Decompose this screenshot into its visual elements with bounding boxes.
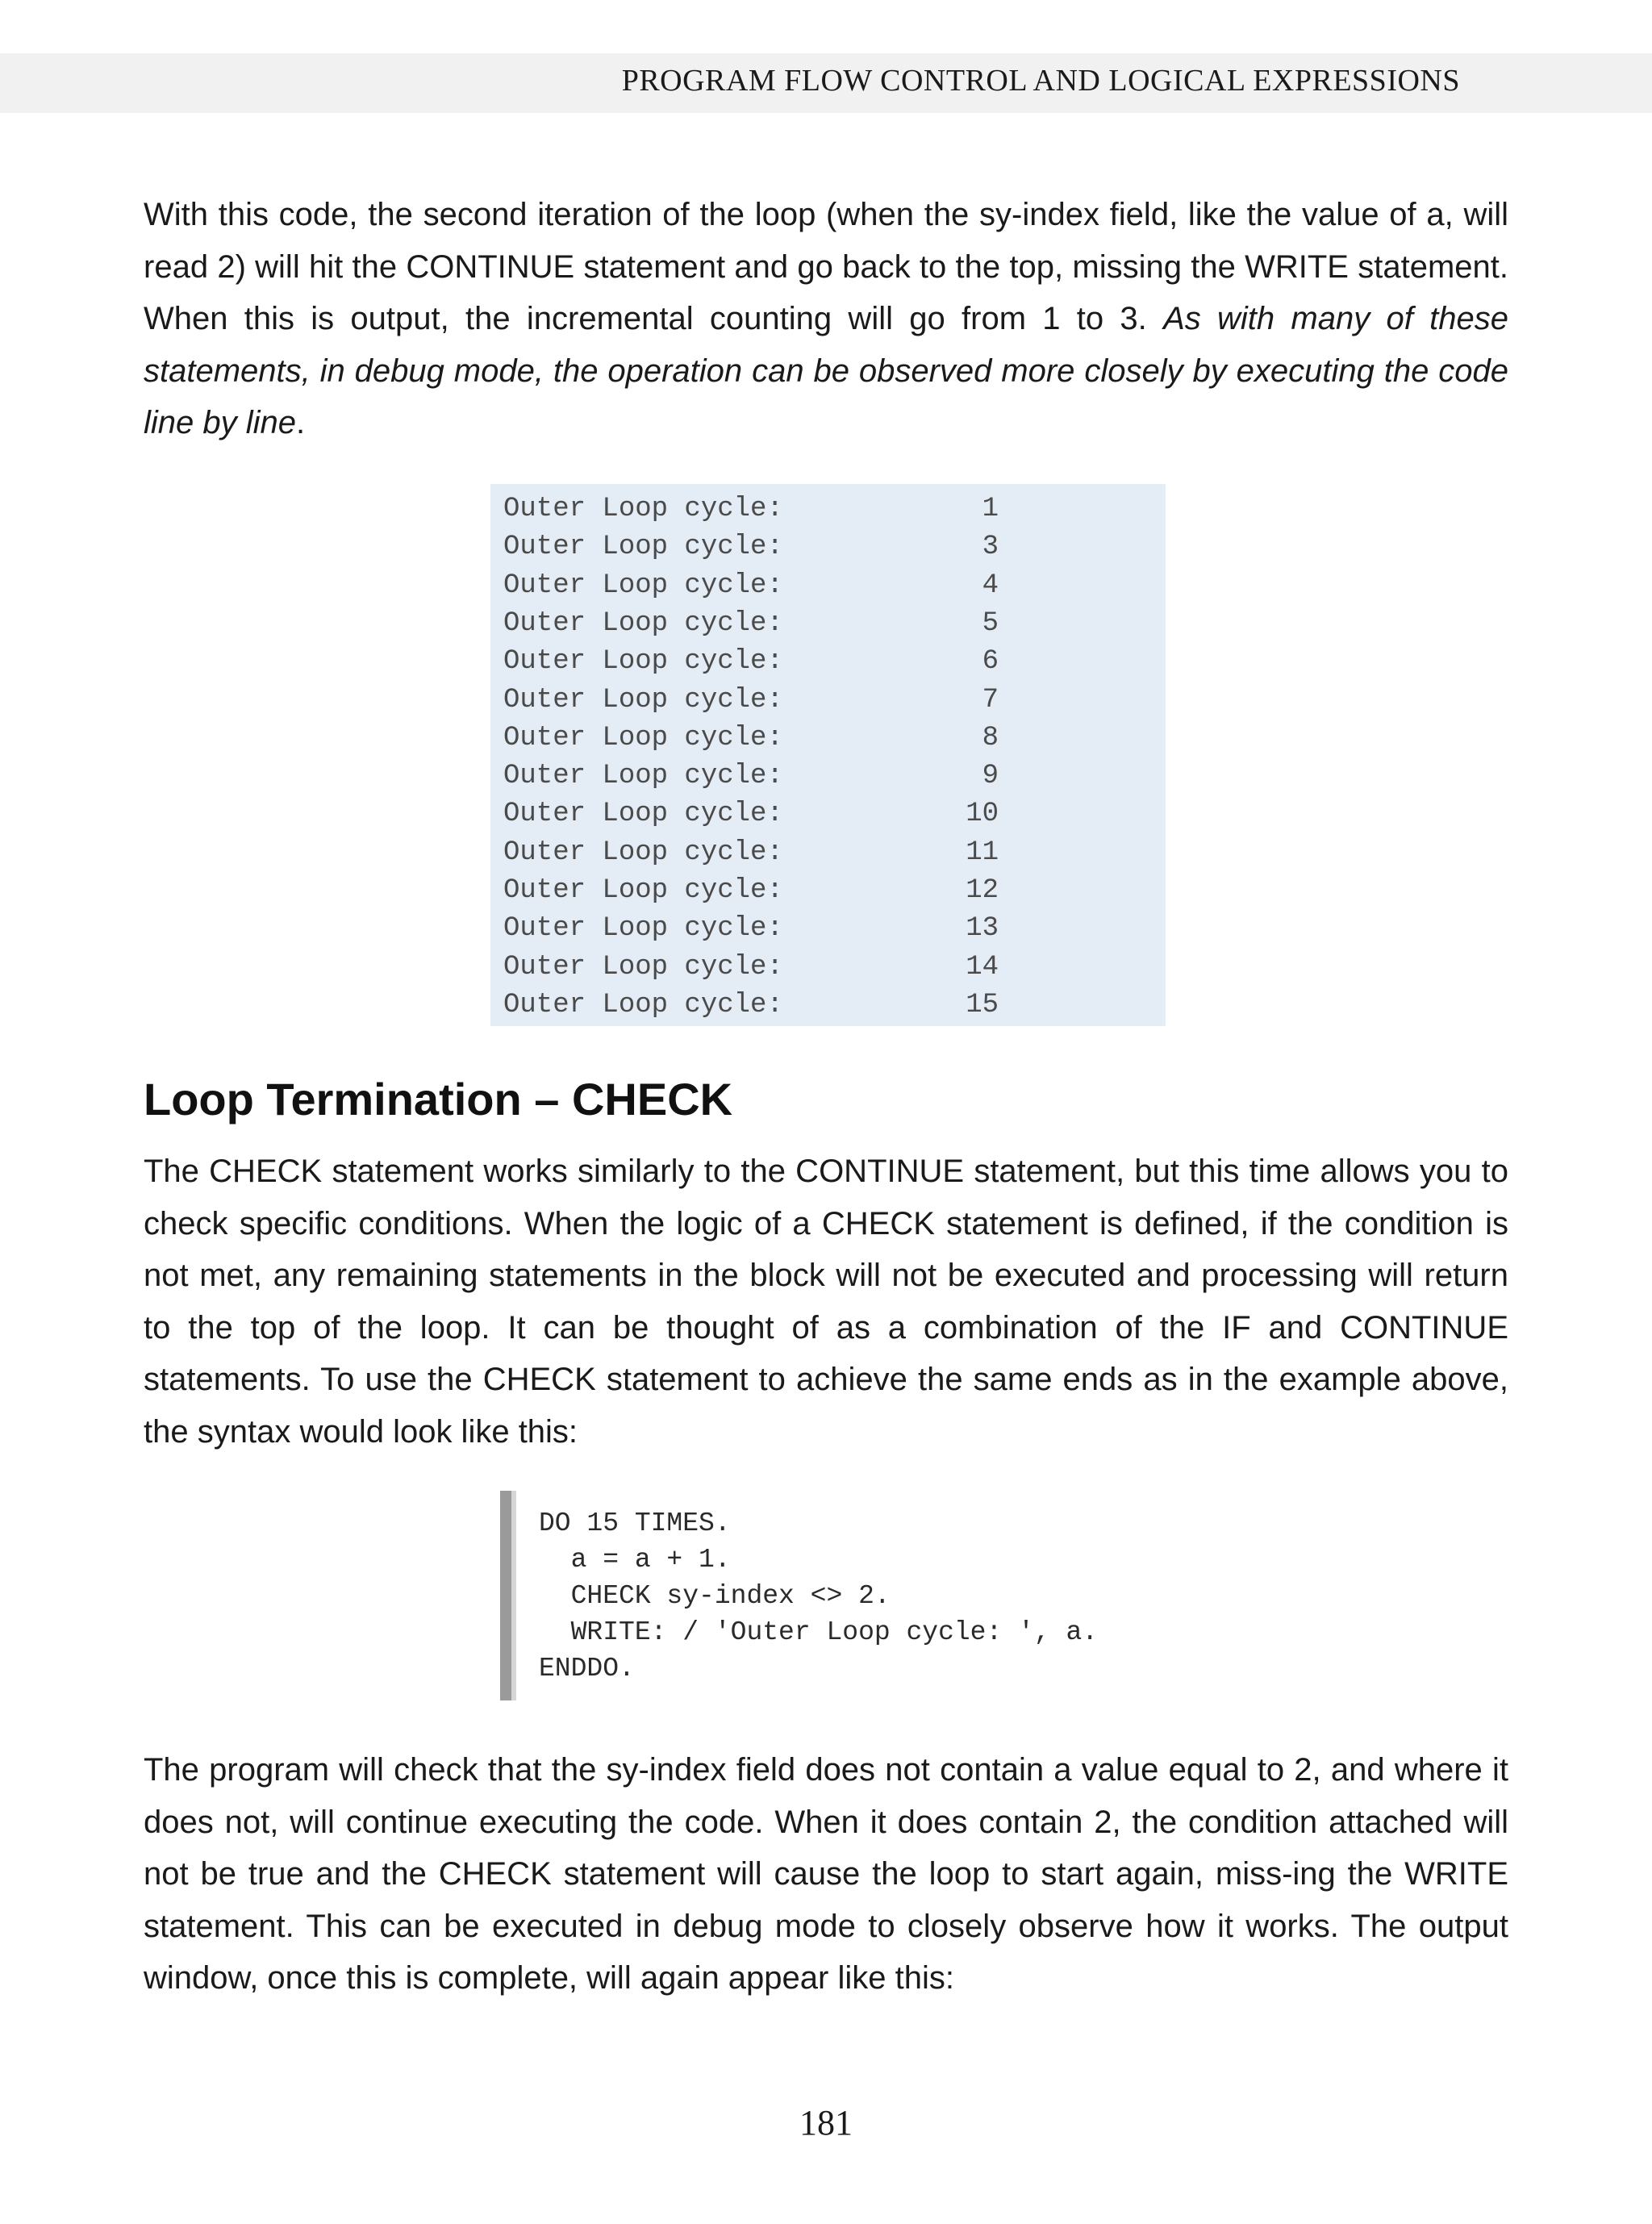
output-row-value: 3 bbox=[982, 532, 999, 563]
code-sample-screenshot bbox=[500, 1491, 1145, 1700]
output-row-value: 1 bbox=[982, 494, 999, 524]
intro-italic-text: As with many of these statements, in debug mode, the operation can be observed more closely by executing the code line by line bbox=[144, 301, 1508, 440]
output-row-label: Outer Loop cycle: bbox=[503, 646, 783, 678]
output-row bbox=[503, 987, 1149, 1024]
output-row-value: 10 bbox=[966, 799, 999, 830]
output-row-value: 11 bbox=[966, 837, 999, 868]
output-row-label: Outer Loop cycle: bbox=[503, 722, 783, 753]
output-row-label: Outer Loop cycle: bbox=[503, 913, 783, 945]
output-row bbox=[503, 910, 1149, 948]
output-row bbox=[503, 643, 1149, 681]
code-line: CHECK sy-index <> 2. bbox=[539, 1581, 891, 1611]
intro-text: With this code, the second iteration of the loop (when the sy-index field, like the value of a, will read 2) will hit the CONTINUE statement and go back to the top, missing the WRITE statement. When this is output, the incremental counting will go from 1 to 3. bbox=[144, 197, 1508, 336]
code-line: a = a + 1. bbox=[539, 1545, 731, 1575]
output-row bbox=[503, 795, 1149, 833]
closing-paragraph: The program will check that the sy-index field does not contain a value equal to 2, and where it does not, will continue executing the code. When it does contain 2, the condition attached will not be true and the CHECK statement will cause the loop to start again, miss-ing the WRITE statement. This can be executed in debug mode to closely observe how it works. The output window, once this is complete, will again appear like this: bbox=[144, 1752, 1508, 1996]
output-row bbox=[503, 949, 1149, 987]
output-row bbox=[503, 872, 1149, 910]
output-row-label: Outer Loop cycle: bbox=[503, 532, 783, 563]
output-row-value: 15 bbox=[966, 989, 999, 1020]
output-row-label: Outer Loop cycle: bbox=[503, 875, 783, 906]
output-row bbox=[503, 720, 1149, 757]
output-row-label: Outer Loop cycle: bbox=[503, 761, 783, 792]
output-row-value: 5 bbox=[982, 607, 999, 639]
section-heading: Loop Termination – CHECK bbox=[144, 1074, 733, 1125]
output-row-value: 7 bbox=[982, 684, 999, 716]
output-row-label: Outer Loop cycle: bbox=[503, 684, 783, 716]
code-line: WRITE: / 'Outer Loop cycle: ', a. bbox=[539, 1617, 1099, 1647]
output-row-label: Outer Loop cycle: bbox=[503, 494, 783, 524]
code-line: ENDDO. bbox=[539, 1654, 635, 1684]
output-row bbox=[503, 567, 1149, 605]
intro-paragraph bbox=[144, 189, 1508, 449]
output-row bbox=[503, 528, 1149, 566]
page-number: 181 bbox=[799, 2103, 853, 2143]
output-row-value: 12 bbox=[966, 875, 999, 906]
output-row-label: Outer Loop cycle: bbox=[503, 607, 783, 639]
output-row-label: Outer Loop cycle: bbox=[503, 570, 783, 601]
output-row-label: Outer Loop cycle: bbox=[503, 799, 783, 830]
code-line: DO 15 TIMES. bbox=[539, 1508, 731, 1538]
output-row-value: 9 bbox=[982, 761, 999, 792]
output-row-value: 14 bbox=[966, 951, 999, 983]
output-row-value: 13 bbox=[966, 913, 999, 945]
output-window-screenshot bbox=[490, 484, 1166, 1026]
output-row-label: Outer Loop cycle: bbox=[503, 837, 783, 868]
output-row bbox=[503, 834, 1149, 872]
section-paragraph: The CHECK statement works similarly to the CONTINUE statement, but this time allows you to check specific conditions. When the logic of a CHECK statement is defined, if the condition is not met, any remaining statements in the block will not be executed and processing will return to the top of the loop. It can be thought of as a combination of the IF and CONTINUE statements. To use the CHECK statement to achieve the same ends as in the example above, the syntax would look like this: bbox=[144, 1154, 1508, 1450]
output-row-value: 8 bbox=[982, 722, 999, 753]
output-row-label: Outer Loop cycle: bbox=[503, 989, 783, 1020]
output-row bbox=[503, 490, 1149, 528]
output-row-value: 6 bbox=[982, 646, 999, 678]
code-margin-bar-inner bbox=[511, 1491, 516, 1700]
intro-end-punctuation: . bbox=[296, 405, 306, 440]
running-header-title: PROGRAM FLOW CONTROL AND LOGICAL EXPRESSIONS bbox=[621, 64, 1460, 98]
code-margin-bar bbox=[500, 1491, 511, 1700]
output-row-label: Outer Loop cycle: bbox=[503, 951, 783, 983]
output-row bbox=[503, 682, 1149, 720]
output-row-value: 4 bbox=[982, 570, 999, 601]
output-row bbox=[503, 757, 1149, 795]
output-row bbox=[503, 605, 1149, 643]
